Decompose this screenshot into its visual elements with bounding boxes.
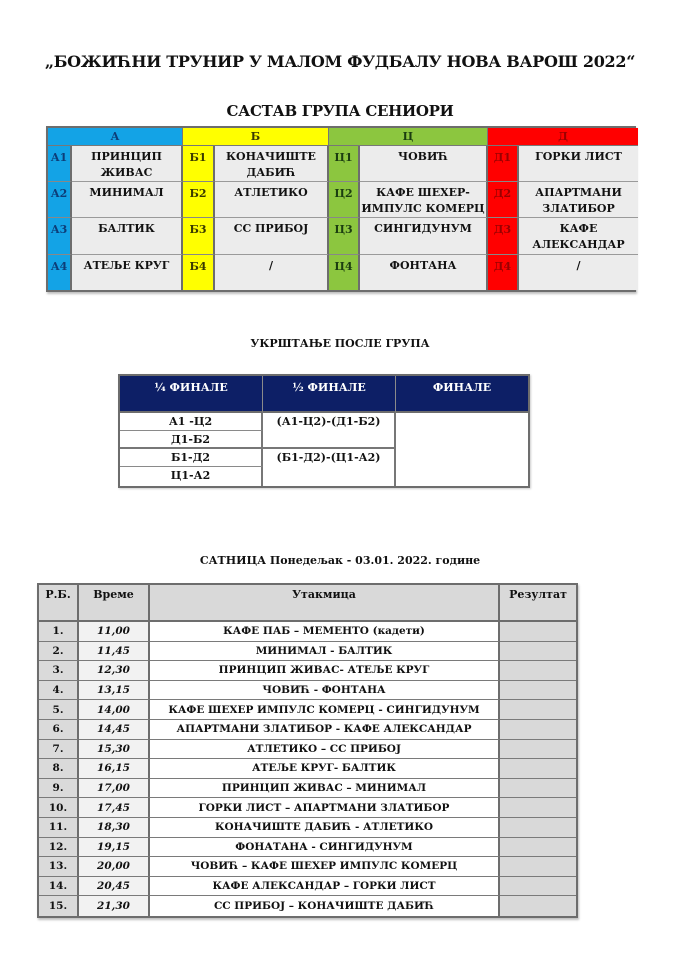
header-time: Време (79, 585, 150, 622)
group-team: ГОРКИ ЛИСТ (519, 146, 638, 182)
group-team: СИНГИДУНУМ (360, 218, 488, 255)
header-result: Резултат (500, 585, 576, 622)
header-final: ФИНАЛЕ (396, 376, 528, 413)
group-code: Ц1 (329, 146, 360, 182)
group-team: АПАРТМАНИ ЗЛАТИБОР (519, 182, 638, 218)
match-result (500, 818, 576, 838)
match-time: 17,00 (79, 779, 150, 799)
quarterfinal-pair: А1 -Ц2 (120, 413, 263, 431)
header-number: Р.Б. (39, 585, 79, 622)
match-result (500, 642, 576, 662)
match-name: АТЛЕТИКО – СС ПРИБОЈ (150, 740, 500, 760)
match-number: 12. (39, 838, 79, 858)
match-name: АПАРТМАНИ ЗЛАТИБОР - КАФЕ АЛЕКСАНДАР (150, 720, 500, 740)
match-result (500, 740, 576, 760)
group-code: Д1 (488, 146, 519, 182)
match-result (500, 622, 576, 642)
header-quarterfinal: ¼ ФИНАЛЕ (120, 376, 263, 413)
group-team: КАФЕ ШЕХЕР-ИМПУЛС КОМЕРЦ (360, 182, 488, 218)
group-code: Ц3 (329, 218, 360, 255)
group-header-b: Б (183, 128, 329, 146)
knockout-title: УКРШТАЊЕ ПОСЛЕ ГРУПА (250, 337, 430, 350)
match-number: 3. (39, 661, 79, 681)
schedule-title: САТНИЦА Понедељак - 03.01. 2022. године (199, 554, 481, 567)
match-name: ЧОВИЋ – КАФЕ ШЕХЕР ИМПУЛС КОМЕРЦ (150, 857, 500, 877)
group-team: / (519, 255, 638, 290)
match-name: ПРИНЦИП ЖИВАС – МИНИМАЛ (150, 779, 500, 799)
group-code: Б1 (183, 146, 215, 182)
semifinal-pair: (Б1-Д2)-(Ц1-А2) (263, 449, 396, 486)
header-semifinal: ½ ФИНАЛЕ (263, 376, 396, 413)
match-result (500, 838, 576, 858)
match-name: АТЕЉЕ КРУГ- БАЛТИК (150, 759, 500, 779)
group-code: Ц2 (329, 182, 360, 218)
match-number: 8. (39, 759, 79, 779)
match-time: 15,30 (79, 740, 150, 760)
match-number: 14. (39, 877, 79, 897)
match-number: 11. (39, 818, 79, 838)
semifinal-pair: (А1-Ц2)-(Д1-Б2) (263, 413, 396, 449)
group-code: А3 (48, 218, 72, 255)
final-cell (396, 413, 528, 486)
group-header-d: Д (488, 128, 638, 146)
match-number: 10. (39, 798, 79, 818)
match-number: 13. (39, 857, 79, 877)
match-name: ГОРКИ ЛИСТ – АПАРТМАНИ ЗЛАТИБОР (150, 798, 500, 818)
group-code: А2 (48, 182, 72, 218)
match-time: 17,45 (79, 798, 150, 818)
quarterfinal-pair: Б1-Д2 (120, 449, 263, 467)
groups-table (46, 126, 636, 292)
match-time: 12,30 (79, 661, 150, 681)
match-result (500, 681, 576, 701)
match-result (500, 798, 576, 818)
group-code: Д4 (488, 255, 519, 290)
match-time: 19,15 (79, 838, 150, 858)
schedule-table (37, 583, 578, 918)
match-name: МИНИМАЛ - БАЛТИК (150, 642, 500, 662)
group-code: А4 (48, 255, 72, 290)
match-name: ПРИНЦИП ЖИВАС- АТЕЉЕ КРУГ (150, 661, 500, 681)
group-team: БАЛТИК (72, 218, 183, 255)
group-code: Д2 (488, 182, 519, 218)
match-result (500, 759, 576, 779)
groups-title: САСТАВ ГРУПА СЕНИОРИ (226, 102, 454, 120)
match-name: КАФЕ ШЕХЕР ИМПУЛС КОМЕРЦ - СИНГИДУНУМ (150, 700, 500, 720)
knockout-table (118, 374, 530, 488)
group-team: ФОНТАНА (360, 255, 488, 290)
match-time: 18,30 (79, 818, 150, 838)
match-name: КАФЕ ПАБ – МЕМЕНТО (кадети) (150, 622, 500, 642)
group-team: АТЛЕТИКО (215, 182, 329, 218)
match-time: 14,45 (79, 720, 150, 740)
match-time: 20,00 (79, 857, 150, 877)
match-time: 14,00 (79, 700, 150, 720)
match-result (500, 896, 576, 916)
group-code: Б3 (183, 218, 215, 255)
match-name: КОНАЧИШТЕ ДАБИЋ - АТЛЕТИКО (150, 818, 500, 838)
group-code: Д3 (488, 218, 519, 255)
match-time: 11,00 (79, 622, 150, 642)
match-number: 2. (39, 642, 79, 662)
match-result (500, 661, 576, 681)
match-time: 16,15 (79, 759, 150, 779)
group-code: Ц4 (329, 255, 360, 290)
match-name: ФОНАТАНА - СИНГИДУНУМ (150, 838, 500, 858)
quarterfinal-pair: Д1-Б2 (120, 431, 263, 449)
match-number: 6. (39, 720, 79, 740)
match-name: КАФЕ АЛЕКСАНДАР – ГОРКИ ЛИСТ (150, 877, 500, 897)
match-time: 20,45 (79, 877, 150, 897)
group-header-a: А (48, 128, 183, 146)
group-code: А1 (48, 146, 72, 182)
match-result (500, 857, 576, 877)
match-result (500, 877, 576, 897)
group-team: АТЕЉЕ КРУГ (72, 255, 183, 290)
group-team: ЧОВИЋ (360, 146, 488, 182)
match-name: ЧОВИЋ - ФОНТАНА (150, 681, 500, 701)
group-code: Б2 (183, 182, 215, 218)
group-code: Б4 (183, 255, 215, 290)
document-title: „БОЖИЋНИ ТРУНИР У МАЛОМ ФУДБАЛУ НОВА ВАРОШ 2022“ (44, 52, 636, 71)
match-number: 9. (39, 779, 79, 799)
match-time: 13,15 (79, 681, 150, 701)
header-match: Утакмица (150, 585, 500, 622)
match-result (500, 720, 576, 740)
group-team: МИНИМАЛ (72, 182, 183, 218)
group-team: ПРИНЦИП ЖИВАС (72, 146, 183, 182)
match-time: 11,45 (79, 642, 150, 662)
group-header-c: Ц (329, 128, 488, 146)
group-team: / (215, 255, 329, 290)
match-number: 4. (39, 681, 79, 701)
match-result (500, 779, 576, 799)
match-number: 1. (39, 622, 79, 642)
quarterfinal-pair: Ц1-А2 (120, 467, 263, 486)
match-number: 7. (39, 740, 79, 760)
group-team: СС ПРИБОЈ (215, 218, 329, 255)
match-time: 21,30 (79, 896, 150, 916)
match-name: СС ПРИБОЈ – КОНАЧИШТЕ ДАБИЋ (150, 896, 500, 916)
match-result (500, 700, 576, 720)
group-team: КАФЕ АЛЕКСАНДАР (519, 218, 638, 255)
match-number: 15. (39, 896, 79, 916)
group-team: КОНАЧИШТЕ ДАБИЋ (215, 146, 329, 182)
match-number: 5. (39, 700, 79, 720)
